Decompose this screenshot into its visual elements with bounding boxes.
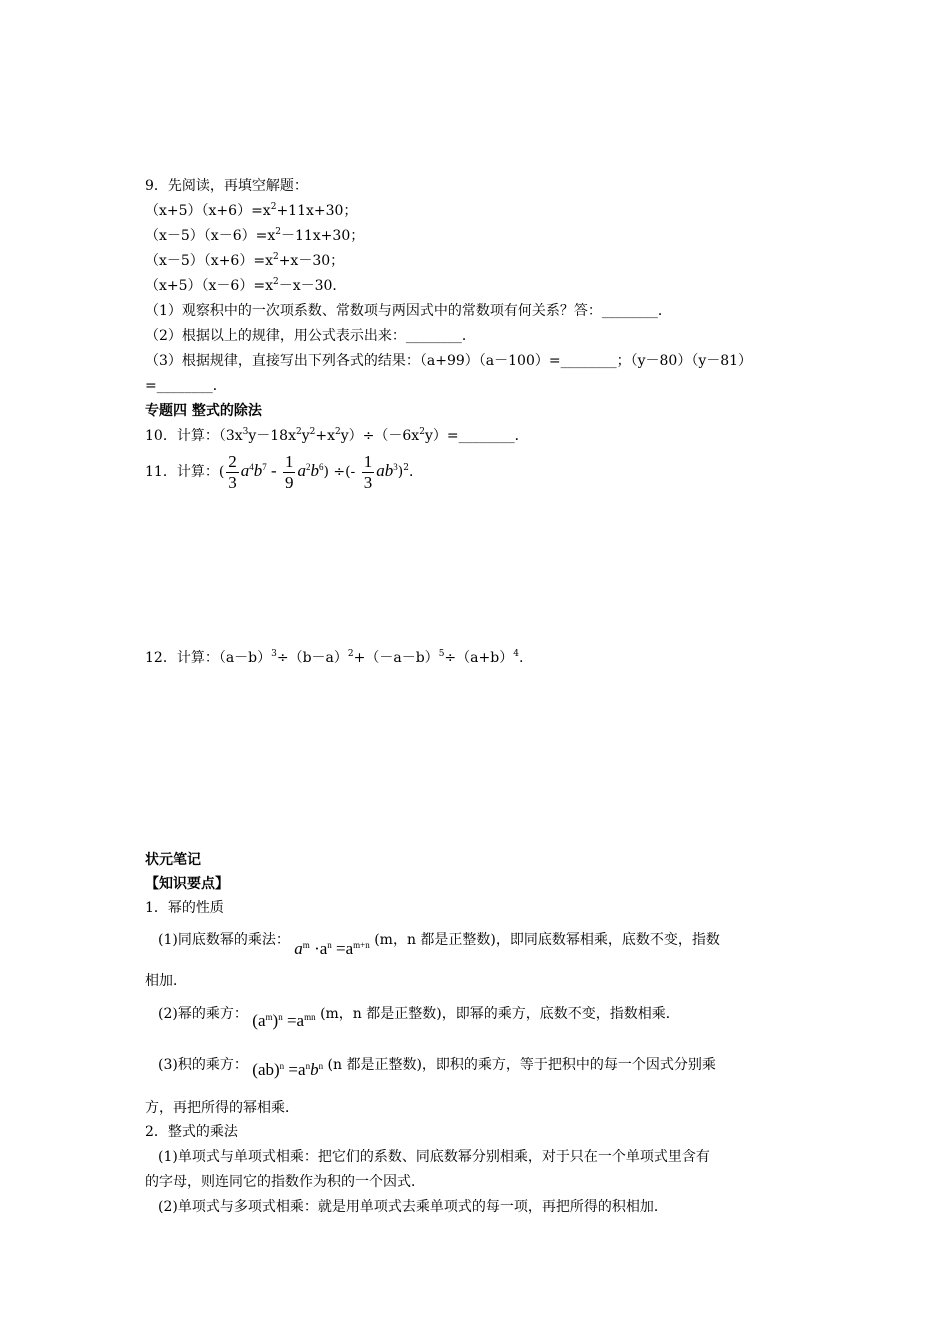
notes-section-1: 1．幂的性质 <box>145 900 224 916</box>
q9-eq1: $(x+5)(x+6)=x^2+11x+30$； <box>145 202 358 219</box>
fraction: $\frac{1}{9}$ <box>284 451 294 492</box>
mult-rule-1-cont: 的字母，则连同它的指数作为积的一个因式． <box>145 1174 425 1190</box>
q11: 11．计算：( $\frac{2}{3}$ $a^4b^7$ - $\frac{1}{9}$ $a^2b^6$) ÷(- $\frac{1}{3}$ $ab^3)^2$． <box>145 451 423 492</box>
q12: 12．计算：$(a-b)^3\div(b-a)^2+(-a-b)^5\div(a+b)^4$. <box>145 649 524 666</box>
q9-part3: （3）根据规律，直接写出下列各式的结果：（a+99）（a－100）=________；（y－80）（y－81） <box>145 353 753 369</box>
answer-blank[interactable]: ________ <box>156 378 213 394</box>
notes-section-2: 2．整式的乘法 <box>145 1124 238 1140</box>
section-heading: 专题四 整式的除法 <box>145 403 262 419</box>
mult-rule-1: (1)单项式与单项式相乘：把它们的系数、同底数幂分别相乘，对于只在一个单项式里含有 <box>158 1149 710 1165</box>
q9-title: 9．先阅读，再填空解题： <box>145 178 308 194</box>
notes-heading: 【知识要点】 <box>145 876 229 892</box>
notes-title: 状元笔记 <box>145 852 201 868</box>
formula: $(a^m)^n =a^{mn}$ <box>252 1011 316 1030</box>
q9-part3-cont: =________． <box>145 378 227 394</box>
q9-eq3: $(x-5)(x+6)=x^2+x-30$； <box>145 252 345 269</box>
rule-2: (2)幂的乘方： $(a^m)^n =a^{mn}$ (m，n 都是正整数)，即幂的乘方，底数不变，指数相乘． <box>158 1006 680 1030</box>
formula: $(ab)^n =a^nb^n$ <box>252 1060 324 1079</box>
q9-eq4: $(x+5)(x-6)=x^2-x-30$． <box>145 277 347 294</box>
fraction: $\frac{1}{3}$ <box>363 451 373 492</box>
mult-rule-2: (2)单项式与多项式相乘：就是用单项式去乘单项式的每一项，再把所得的积相加． <box>158 1199 668 1215</box>
answer-blank[interactable]: ________ <box>405 328 462 344</box>
q9-part1: （1）观察积中的一次项系数、常数项与两因式中的常数项有何关系？答：________． <box>145 303 672 319</box>
q9-eq2: $(x-5)(x-6)=x^2-11x+30$； <box>145 227 365 244</box>
fraction: $\frac{2}{3}$ <box>228 451 237 492</box>
rule-3: (3)积的乘方： $(ab)^n =a^nb^n$ (n 都是正整数)，即积的乘方，等于把积中的每一个因式分别乘 <box>158 1057 716 1079</box>
answer-blank[interactable]: ________ <box>458 428 515 444</box>
rule-3-cont: 方，再把所得的幂相乘． <box>145 1100 299 1116</box>
rule-1-cont: 相加． <box>145 973 187 989</box>
rule-1: (1)同底数幂的乘法： $a^m \cdot a^n =a^{m+n}$ (m，n 都是正整数)，即同底数幂相乘，底数不变，指数 <box>158 932 720 958</box>
q9-part2: （2）根据以上的规律，用公式表示出来：________． <box>145 328 476 344</box>
formula: $a^m \cdot a^n =a^{m+n}$ <box>294 939 370 958</box>
answer-blank[interactable]: ________ <box>560 353 617 369</box>
q10: 10．计算：$(3x^3y-18x^2y^2+x^2y)\div(-6x^2y)=\_\_\_\_\_\_\_\_$． <box>145 427 529 444</box>
answer-blank[interactable]: ________ <box>601 303 658 319</box>
